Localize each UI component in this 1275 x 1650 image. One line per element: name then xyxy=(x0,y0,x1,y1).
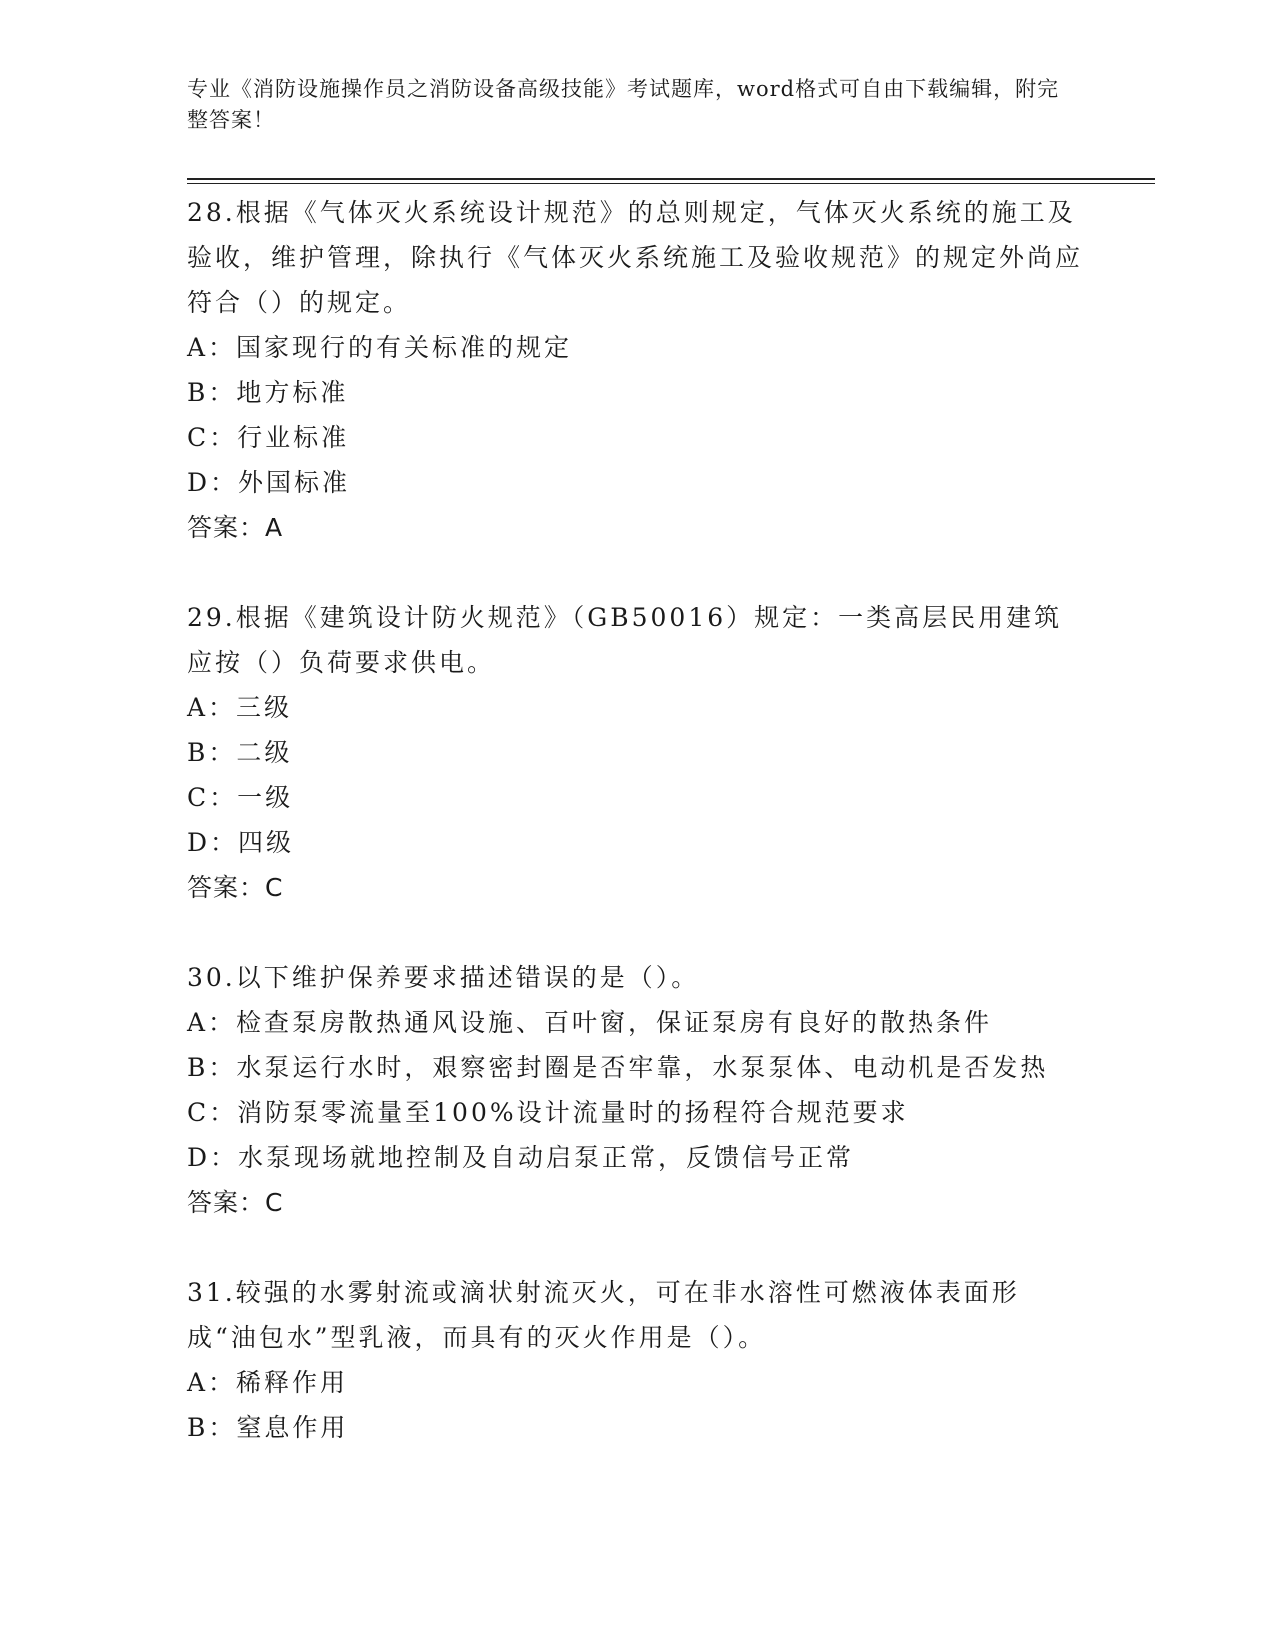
question-28 xyxy=(187,190,1087,550)
option-d: D：水泵现场就地控制及自动启泵正常，反馈信号正常 xyxy=(187,1143,855,1172)
option-b: B：水泵运行水时，艰察密封圈是否牢靠，水泵泵体、电动机是否发热 xyxy=(187,1053,1049,1082)
answer-line: 答案：A xyxy=(187,513,284,542)
question-31 xyxy=(187,1270,1087,1450)
question-stem: 29.根据《建筑设计防火规范》（GB50016）规定：一类高层民用建筑应按（）负荷要求供电。 xyxy=(187,603,1063,677)
document-header: 专业《消防设施操作员之消防设备高级技能》考试题库，word格式可自由下载编辑，附完整答案！ xyxy=(187,77,1060,132)
option-d: D：四级 xyxy=(187,828,295,857)
option-b: B：二级 xyxy=(187,738,293,767)
option-c: C：消防泵零流量至100%设计流量时的扬程符合规范要求 xyxy=(187,1098,909,1127)
question-stem: 31.较强的水雾射流或滴状射流灭火，可在非水溶性可燃液体表面形成“油包水”型乳液，而具有的灭火作用是（）。 xyxy=(187,1278,1020,1352)
question-29 xyxy=(187,595,1087,910)
question-list xyxy=(187,190,1087,1495)
option-a: A：三级 xyxy=(187,693,293,722)
option-c: C：行业标准 xyxy=(187,423,350,452)
option-c: C：一级 xyxy=(187,783,294,812)
header-divider-thick xyxy=(187,178,1155,180)
option-b: B：窒息作用 xyxy=(187,1413,349,1442)
question-30 xyxy=(187,955,1087,1225)
question-stem: 28.根据《气体灭火系统设计规范》的总则规定，气体灭火系统的施工及验收，维护管理，除执行《气体灭火系统施工及验收规范》的规定外尚应符合（）的规定。 xyxy=(187,198,1084,317)
question-stem: 30.以下维护保养要求描述错误的是（）。 xyxy=(187,963,700,992)
answer-line: 答案：C xyxy=(187,873,284,902)
option-a: A：稀释作用 xyxy=(187,1368,349,1397)
answer-line: 答案：C xyxy=(187,1188,284,1217)
option-a: A：检查泵房散热通风设施、百叶窗，保证泵房有良好的散热条件 xyxy=(187,1008,993,1037)
header-divider-thin xyxy=(187,183,1155,184)
option-a: A：国家现行的有关标准的规定 xyxy=(187,333,573,362)
option-b: B：地方标准 xyxy=(187,378,349,407)
option-d: D：外国标准 xyxy=(187,468,351,497)
